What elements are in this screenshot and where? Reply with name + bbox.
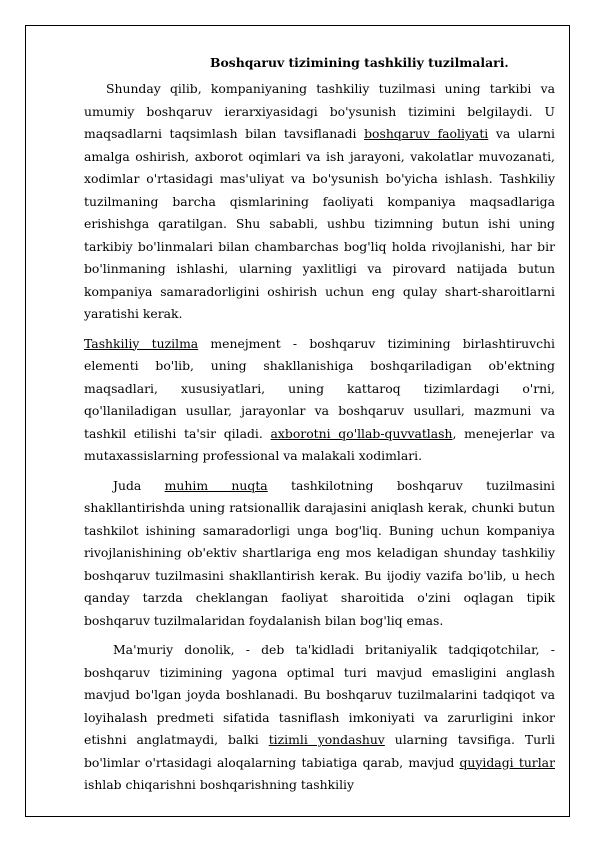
paragraph-4-text-b: ularning tavsifiga. Turli bo'limlar o'rtasidagi aloqalarning tabiatiga qarab, mavjud (84, 732, 555, 770)
paragraph-4 (84, 639, 555, 797)
paragraph-2-text-a: menejment - boshqaruv tizimining birlashtiruvchi elementi bo'lib, uning shakllanishiga boshqariladigan ob'ektning maqsadlari, xususiyatlari, uning kattaroq tizimlardagi o'rni, qo'llaniladigan usullar, jarayonlar va boshqaruv usullari, mazmuni va tashkil etilishi ta'sir qiladi. (84, 335, 555, 441)
page-title: Boshqaruv tizimining tashkiliy tuzilmalari. (210, 55, 509, 70)
paragraph-3-text-b: tashkilotning boshqaruv tuzilmasini shakllantirishda uning ratsionallik darajasini aniqlash kerak, chunki butun tashkilot ishining samaradorligi unga bog'liq. Buning uchun kompaniya rivojlanishining ob'ektiv shartlariga eng mos keladigan shunday tashkiliy boshqaruv tuzilmasini shakllantirish kerak. Bu ijodiy vazifa bo'lib, u hech qanday tarzda cheklangan faoliyat sharoitida o'zini oqlagan tipik boshqaruv tuzilmalaridan foydalanish bilan bog'liq emas. (84, 477, 555, 628)
paragraph-1-text-b: va ularni amalga oshirish, axborot oqimlari va ish jarayoni, vakolatlar muvozanati, xodimlar o'rtasidagi mas'uliyat va bo'ysunish bo'yicha ishlash. Tashkiliy tuzilmaning barcha qismlarining faoliyati kompaniya maqsadlariga erishishga qaratilgan. Shu sababli, ushbu tizimning butun ishi uning tarkibiy bo'linmalari bilan chambarchas bog'liq holda rivojlanishi, har bir bo'linmaning ishlashi, ularning yaxlitligi va pirovard natijada butun kompaniya samaradorligini oshirish uchun eng qulay shart-sharoitlarni yaratishi kerak. (84, 126, 555, 321)
paragraph-4-text-a: Ma'muriy donolik, - deb ta'kidladi britaniyalik tadqiqotchilar, - boshqaruv tizimining yagona optimal turi mavjud emasligini anglash mavjud bo'lgan joyda boshlanadi. Bu boshqaruv tuzilmalarini tadqiqot va loyihalash predmeti sifatida tasniflash imkoniyati va zarurligini inkor etishni anglatmaydi, balki (84, 642, 555, 747)
paragraph-3 (84, 475, 555, 633)
link-tizimli-yondashuv[interactable]: tizimli yondashuv (268, 732, 385, 747)
paragraph-2-text-b: , menejerlar va mutaxassislarning professional va malakali xodimlari. (84, 425, 555, 463)
link-boshqaruv-faoliyati[interactable]: boshqaruv faoliyati (364, 126, 489, 141)
paragraph-1 (84, 78, 555, 326)
paragraph-3-text-a: Juda (113, 477, 165, 493)
paragraph-4-text-c: ishlab chiqarishni boshqarishning tashkiliy (84, 777, 354, 792)
link-tashkiliy-tuzilma[interactable]: Tashkiliy tuzilma (84, 335, 199, 351)
document-body (84, 52, 555, 804)
paragraph-2 (84, 333, 555, 468)
link-axborotni-qollab-quvvatlash[interactable]: axborotni qo'llab-quvvatlash (270, 425, 453, 441)
link-muhim-nuqta[interactable]: muhim nuqta (164, 477, 268, 493)
paragraph-1-text-a: Shunday qilib, kompaniyaning tashkiliy tuzilmasi uning tarkibi va umumiy boshqaruv ierarxiyasidagi bo'ysunish tizimini belgilaydi. U maqsadlarni taqsimlash bilan tavsiflanadi (84, 81, 555, 141)
link-quyidagi-turlar[interactable]: quyidagi turlar (459, 754, 555, 770)
